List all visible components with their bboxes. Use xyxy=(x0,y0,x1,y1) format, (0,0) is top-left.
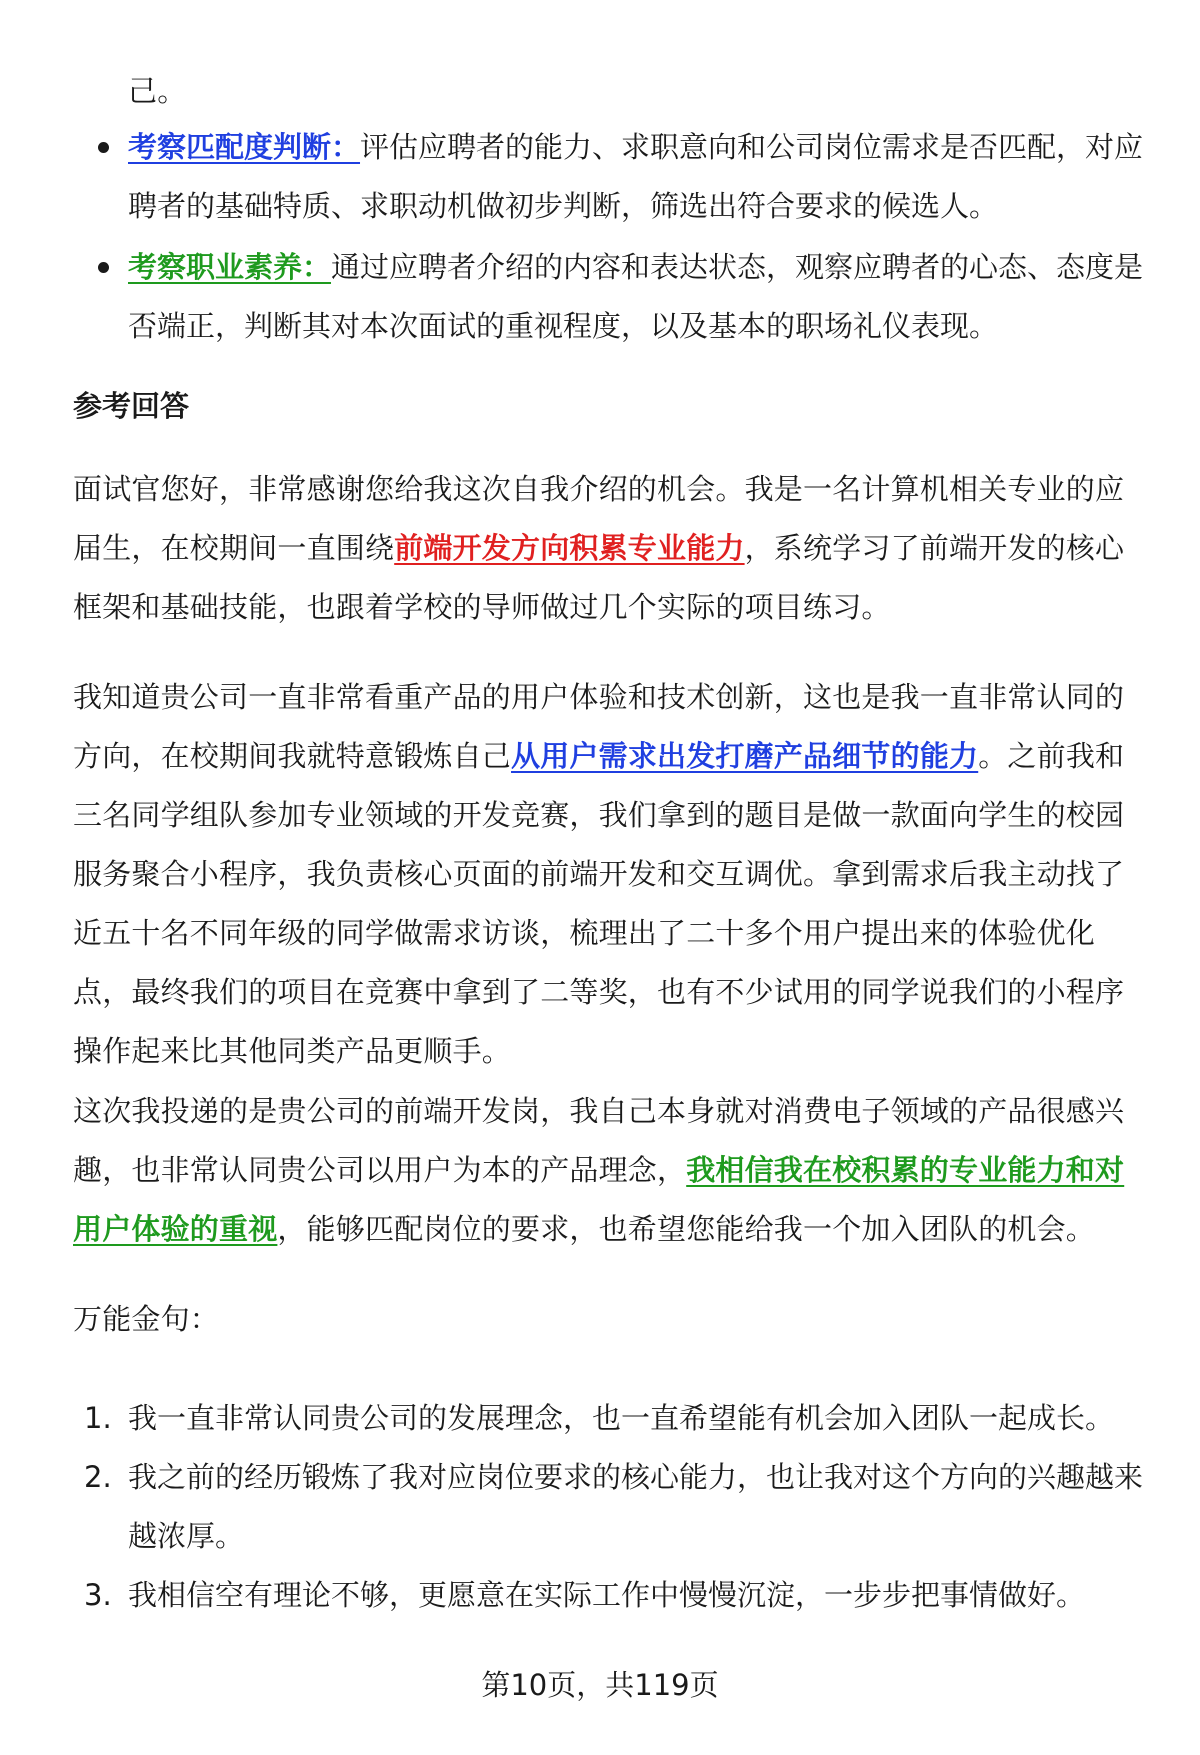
list-number: 1. xyxy=(84,1401,112,1435)
bullet-label: 考察职业素养： xyxy=(128,250,332,284)
highlight-green: 我相信我在校积累的专业能力和对用户体验的重视 xyxy=(73,1153,1125,1246)
section-heading: 参考回答 xyxy=(73,389,190,423)
list-item: 我之前的经历锻炼了我对应岗位要求的核心能力，也让我对这个方向的兴趣越来越浓厚。 xyxy=(128,1460,1144,1553)
list-item: 我相信空有理论不够，更愿意在实际工作中慢慢沉淀，一步步把事情做好。 xyxy=(128,1578,1086,1612)
golden-sentences-label: 万能金句： xyxy=(73,1302,220,1336)
highlight-blue: 从用户需求出发打磨产品细节的能力 xyxy=(511,739,979,773)
bullet-item-professionalism xyxy=(128,238,1146,356)
bullet-dot xyxy=(98,142,109,153)
page-footer: 第10页，共119页 xyxy=(481,1668,719,1702)
bullet-text: 评估应聘者的能力、求职意向和公司岗位需求是否匹配，对应聘者的基础特质、求职动机做初步判断，筛选出符合要求的候选人。 xyxy=(128,130,1144,223)
list-number: 3. xyxy=(84,1578,112,1612)
answer-paragraph-1: 面试官您好，非常感谢您给我这次自我介绍的机会。我是一名计算机相关专业的应届生，在校期间一直围绕前端开发方向积累专业能力，系统学习了前端开发的核心框架和基础技能，也跟着学校的导师做过几个实际的项目练习。 xyxy=(73,472,1125,624)
bullet-item-match xyxy=(128,118,1146,236)
bullet-dot xyxy=(98,262,109,273)
list-item: 我一直非常认同贵公司的发展理念，也一直希望能有机会加入团队一起成长。 xyxy=(128,1401,1115,1435)
answer-paragraph-2: 我知道贵公司一直非常看重产品的用户体验和技术创新，这也是我一直非常认同的方向，在校期间我就特意锻炼自己从用户需求出发打磨产品细节的能力。之前我和三名同学组队参加专业领域的开发竞赛，我们拿到的题目是做一款面向学生的校园服务聚合小程序，我负责核心页面的前端开发和交互调优。拿到需求后我主动找了近五十名不同年级的同学做需求访谈，梳理出了二十多个用户提出来的体验优化点，最终我们的项目在竞赛中拿到了二等奖，也有不少试用的同学说我们的小程序操作起来比其他同类产品更顺手。 xyxy=(73,680,1125,1068)
list-number: 2. xyxy=(84,1460,112,1494)
bullet-label: 考察匹配度判断： xyxy=(128,130,361,164)
highlight-red: 前端开发方向积累专业能力 xyxy=(394,531,745,565)
bullet-text: 通过应聘者介绍的内容和表达状态，观察应聘者的心态、态度是否端正，判断其对本次面试的重视程度，以及基本的职场礼仪表现。 xyxy=(128,250,1144,343)
answer-paragraph-3: 这次我投递的是贵公司的前端开发岗，我自己本身就对消费电子领域的产品很感兴趣，也非常认同贵公司以用户为本的产品理念，我相信我在校积累的专业能力和对用户体验的重视，能够匹配岗位的要求，也希望您能给我一个加入团队的机会。 xyxy=(73,1094,1125,1246)
continuation-text: 己。 xyxy=(128,74,187,108)
